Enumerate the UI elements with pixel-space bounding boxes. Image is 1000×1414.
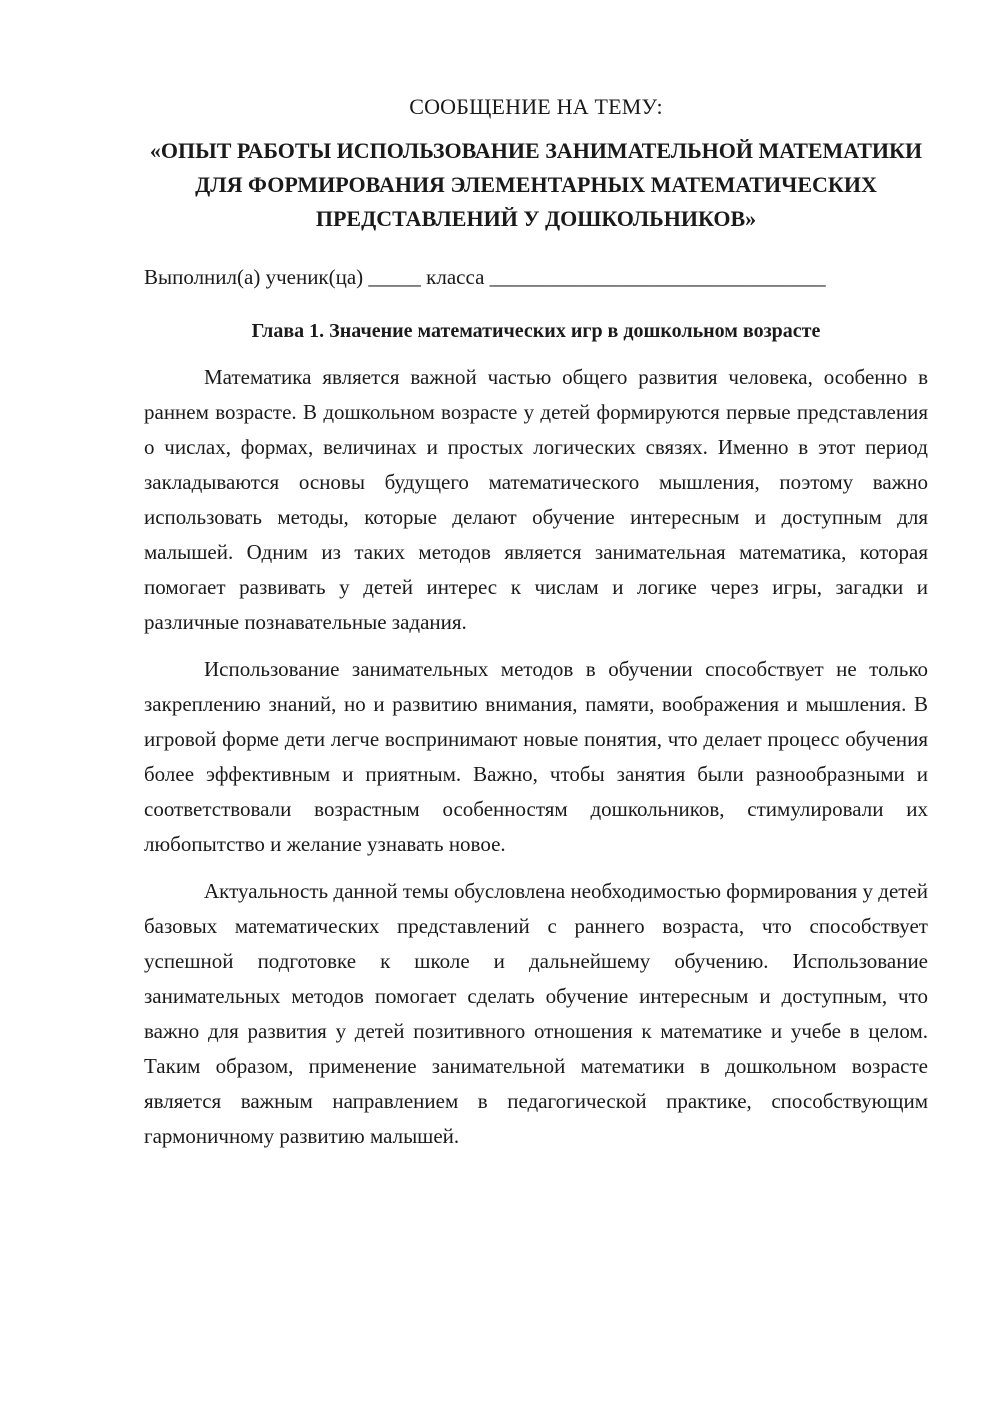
- chapter-title: Глава 1. Значение математических игр в дошкольном возрасте: [251, 320, 821, 342]
- topic-label: СООБЩЕНИЕ НА ТЕМУ:: [409, 94, 663, 119]
- paragraph-3: Актуальность данной темы обусловлена необходимостью формирования у детей базовых математических представлений с раннего возраста, что способствует успешной подготовке к школе и дальнейшему обучению. Использование занимательных методов помогает сделать обучение интересным и доступным, что важно для развития у детей позитивного отношения к математике и учебе в целом. Таким образом, применение занимательной математики в дошкольном возрасте является важным направлением в педагогической практике, способствующим гармоничному развитию малышей.: [144, 879, 928, 1148]
- paragraph-2: Использование занимательных методов в обучении способствует не только закреплению знаний, но и развитию внимания, памяти, воображения и мышления. В игровой форме дети легче воспринимают новые понятия, что делает процесс обучения более эффективным и приятным. Важно, чтобы занятия были разнообразными и соответствовали возрастным особенностям дошкольников, стимулировали их любопытство и желание узнавать новое.: [144, 657, 928, 856]
- document-page: [144, 92, 928, 1166]
- author-line: Выполнил(а) ученик(ца) _____ класса ________________________________: [144, 265, 826, 289]
- document-title: «ОПЫТ РАБОТЫ ИСПОЛЬЗОВАНИЕ ЗАНИМАТЕЛЬНОЙ МАТЕМАТИКИ ДЛЯ ФОРМИРОВАНИЯ ЭЛЕМЕНТАРНЫХ МАТЕМАТИЧЕСКИХ ПРЕДСТАВЛЕНИЙ У ДОШКОЛЬНИКОВ»: [149, 138, 923, 231]
- paragraph-1: Математика является важной частью общего развития человека, особенно в раннем возрасте. В дошкольном возрасте у детей формируются первые представления о числах, формах, величинах и простых логических связях. Именно в этот период закладываются основы будущего математического мышления, поэтому важно использовать методы, которые делают обучение интересным и доступным для малышей. Одним из таких методов является занимательная математика, которая помогает развивать у детей интерес к числам и логике через игры, загадки и различные познавательные задания.: [144, 365, 928, 634]
